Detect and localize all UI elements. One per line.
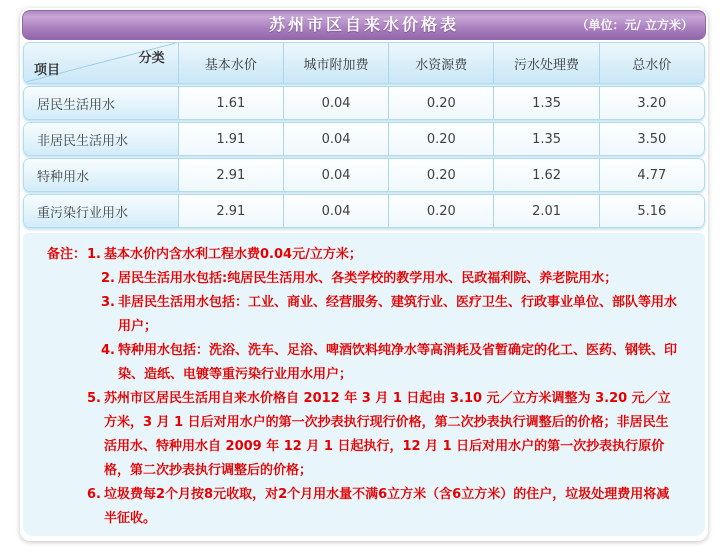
note-number: 2.: [101, 271, 115, 286]
price-cell: 0.04: [283, 123, 388, 155]
note-text: 非居民生活用水包括：工业、商业、经营服务、建筑行业、医疗卫生、行政事业单位、部队等用水用户；: [118, 295, 678, 334]
price-cell: 1.62: [493, 159, 598, 191]
table-row-heavy-pollution: [23, 194, 705, 228]
column-header-total-price: 总水价: [599, 43, 704, 83]
price-cell: 0.04: [283, 87, 388, 119]
table-header-row: [23, 42, 705, 84]
note-text: 垃圾费每2个月按8元收取，对2个月用水量不满6立方米（含6立方米）的住户，垃圾处理费用将减半征收。: [104, 487, 670, 526]
note-item-1: [47, 243, 677, 267]
note-number: 1.: [87, 247, 101, 262]
note-item-5: [47, 387, 677, 483]
table-row-non-residential: [23, 122, 705, 156]
note-text: 苏州市区居民生活用自来水价格自 2012 年 3 月 1 日起由 3.10 元／立方米调整为 3.20 元／立方米，3 月 1 日后对用水户的第一次抄表执行现行价格，第二次抄表执行调整后的价格；非居民生活用水、特种用水自 2009 年 12 月 1 日起执行，12 月 1 日后对用水户的第一次抄表执行原价格，第二次抄表执行调整后的价格；: [104, 391, 671, 478]
title-bar: [22, 10, 706, 40]
unit-label: （单位：元/ 立方米）: [576, 18, 693, 32]
column-header-sewage-fee: 污水处理费: [493, 43, 598, 83]
row-label: 居民生活用水: [24, 87, 178, 119]
column-header-water-resource-fee: 水资源费: [388, 43, 493, 83]
table-row-residential: [23, 86, 705, 120]
note-number: 5.: [87, 391, 101, 406]
price-cell: 1.35: [493, 87, 598, 119]
page-title: 苏州市区自来水价格表: [268, 15, 459, 34]
note-text: 基本水价内含水利工程水费0.04元/立方米；: [104, 247, 362, 262]
row-label: 特种用水: [24, 159, 178, 191]
note-number: 3.: [101, 295, 115, 310]
row-label: 重污染行业用水: [24, 195, 178, 227]
note-item-6: [47, 483, 677, 531]
price-cell: 0.20: [388, 159, 493, 191]
note-text: 特种用水包括：洗浴、洗车、足浴、啤酒饮料纯净水等高消耗及省暂确定的化工、医药、钢铁、印染、造纸、电镀等重污染行业用水用户；: [118, 343, 678, 382]
price-cell: 0.20: [388, 195, 493, 227]
price-cell: 1.35: [493, 123, 598, 155]
price-cell: 1.91: [178, 123, 283, 155]
note-item-4: [47, 339, 677, 387]
notes-label: 备注：: [47, 247, 87, 262]
note-item-2: [47, 267, 677, 291]
price-cell: 0.20: [388, 87, 493, 119]
notes-panel: [23, 233, 705, 536]
price-cell: 0.04: [283, 195, 388, 227]
price-cell: 2.91: [178, 195, 283, 227]
column-header-city-surcharge: 城市附加费: [283, 43, 388, 83]
row-label: 非居民生活用水: [24, 123, 178, 155]
price-cell: 3.50: [599, 123, 704, 155]
table-row-special: [23, 158, 705, 192]
price-cell: 0.04: [283, 159, 388, 191]
price-cell: 0.20: [388, 123, 493, 155]
price-table: [23, 42, 705, 228]
column-header-basic-price: 基本水价: [178, 43, 283, 83]
price-cell: 5.16: [599, 195, 704, 227]
price-table-panel: [20, 8, 708, 541]
note-number: 6.: [87, 487, 101, 502]
note-text: 居民生活用水包括:纯居民生活用水、各类学校的教学用水、民政福利院、养老院用水；: [118, 271, 618, 286]
corner-item-label: 项目: [34, 63, 61, 78]
note-item-3: [47, 291, 677, 339]
price-cell: 2.01: [493, 195, 598, 227]
note-number: 4.: [101, 343, 115, 358]
price-cell: 3.20: [599, 87, 704, 119]
price-cell: 1.61: [178, 87, 283, 119]
price-cell: 2.91: [178, 159, 283, 191]
price-cell: 4.77: [599, 159, 704, 191]
corner-category-label: 分类: [138, 51, 165, 66]
corner-cell: [24, 43, 178, 83]
